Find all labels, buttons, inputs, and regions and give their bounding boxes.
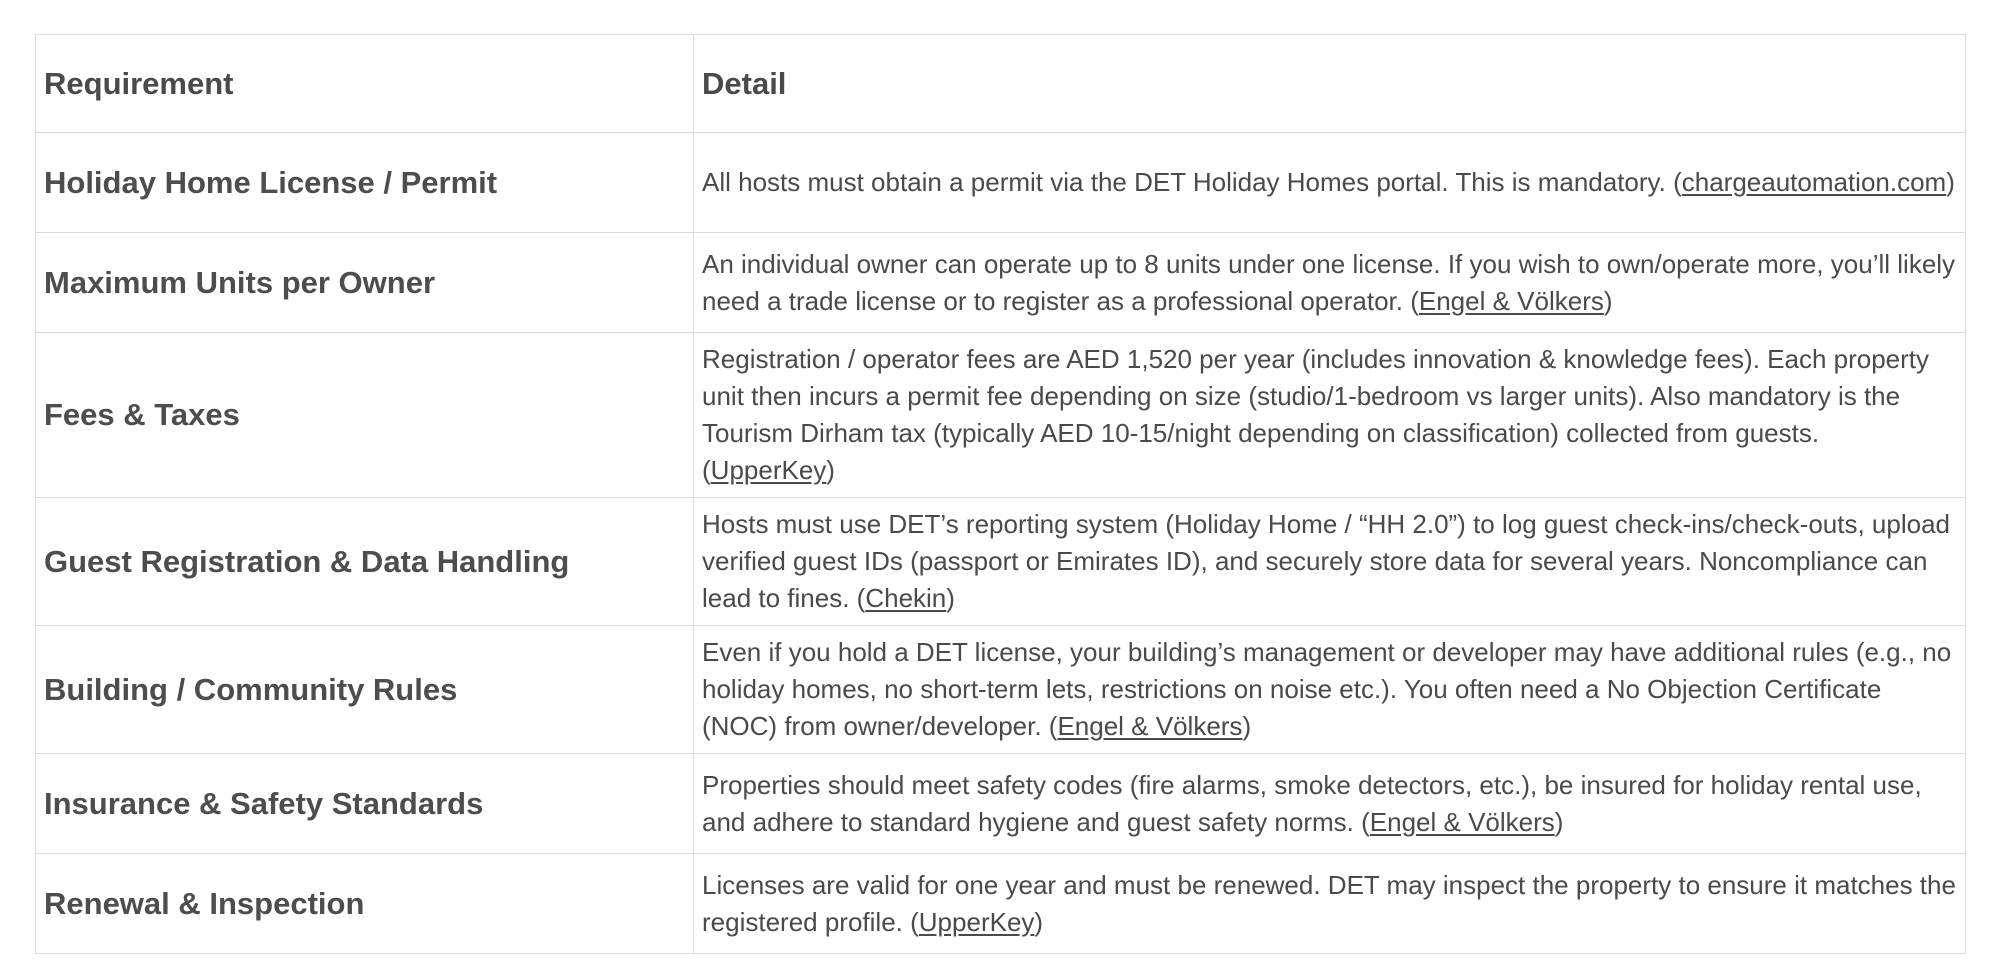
requirement-cell: Fees & Taxes: [36, 333, 694, 498]
requirements-table: [35, 34, 1966, 954]
detail-text: All hosts must obtain a permit via the DET Holiday Homes portal. This is mandatory.: [702, 167, 1666, 197]
source-link[interactable]: UpperKey: [918, 906, 1035, 937]
source-link[interactable]: UpperKey: [710, 455, 827, 485]
header-requirement: Requirement: [36, 35, 694, 133]
table-row: [36, 233, 1966, 333]
table-row: [36, 854, 1966, 954]
source-link[interactable]: Chekin: [865, 583, 947, 613]
table-row: [36, 754, 1966, 854]
requirement-cell: Maximum Units per Owner: [36, 233, 694, 333]
requirement-cell: Insurance & Safety Standards: [36, 754, 694, 854]
source-link[interactable]: Engel & Völkers: [1369, 806, 1555, 837]
requirement-cell: Building / Community Rules: [36, 626, 694, 754]
detail-text: Licenses are valid for one year and must be renewed. DET may inspect the property to ensure it matches the registered profile.: [702, 869, 1956, 937]
requirements-table-container: [35, 34, 1965, 954]
detail-cell: All hosts must obtain a permit via the DET Holiday Homes portal. This is mandatory. (chargeautomation.com): [694, 133, 1966, 233]
table-row: [36, 626, 1966, 754]
detail-text: Properties should meet safety codes (fire alarms, smoke detectors, etc.), be insured for holiday rental use, and adhere to standard hygiene and guest safety norms.: [702, 769, 1922, 837]
source-link[interactable]: chargeautomation.com: [1681, 167, 1947, 197]
source-link[interactable]: Engel & Völkers: [1057, 711, 1243, 741]
source-link[interactable]: Engel & Völkers: [1418, 285, 1604, 316]
detail-cell: Properties should meet safety codes (fire alarms, smoke detectors, etc.), be insured for holiday rental use, and adhere to standard hygiene and guest safety norms. (Engel & Völkers): [694, 754, 1966, 854]
requirement-cell: Guest Registration & Data Handling: [36, 498, 694, 626]
detail-text: Even if you hold a DET license, your building’s management or developer may have additional rules (e.g., no holiday homes, no short-term lets, restrictions on noise etc.). You often need a No Objection Certificate (NOC) from owner/developer.: [702, 637, 1952, 741]
detail-text: Registration / operator fees are AED 1,520 per year (includes innovation & knowledge fees). Each property unit then incurs a permit fee depending on size (studio/1-bedroom vs larger units). Also mandatory is the Tourism Dirham tax (typically AED 10-15/night depending on classification) collected from guests.: [702, 344, 1930, 448]
table-row: [36, 133, 1966, 233]
table-row: [36, 333, 1966, 498]
detail-cell: Registration / operator fees are AED 1,520 per year (includes innovation & knowledge fees). Each property unit then incurs a permit fee depending on size (studio/1-bedroom vs larger units). Also mandatory is the Tourism Dirham tax (typically AED 10-15/night depending on classification) collected from guests. (UpperKey): [694, 333, 1966, 498]
table-row: [36, 498, 1966, 626]
requirement-cell: Renewal & Inspection: [36, 854, 694, 954]
detail-cell: An individual owner can operate up to 8 units under one license. If you wish to own/operate more, you’ll likely need a trade license or to register as a professional operator. (Engel & Völkers): [694, 233, 1966, 333]
requirement-cell: Holiday Home License / Permit: [36, 133, 694, 233]
detail-cell: Hosts must use DET’s reporting system (Holiday Home / “HH 2.0”) to log guest check-ins/check-outs, upload verified guest IDs (passport or Emirates ID), and securely store data for several years. Noncompliance can lead to fines. (Chekin): [694, 498, 1966, 626]
header-detail: Detail: [694, 35, 1966, 133]
detail-text: An individual owner can operate up to 8 units under one license. If you wish to own/operate more, you’ll likely need a trade license or to register as a professional operator.: [702, 248, 1956, 316]
detail-cell: Even if you hold a DET license, your building’s management or developer may have additional rules (e.g., no holiday homes, no short-term lets, restrictions on noise etc.). You often need a No Objection Certificate (NOC) from owner/developer. (Engel & Völkers): [694, 626, 1966, 754]
detail-cell: Licenses are valid for one year and must be renewed. DET may inspect the property to ensure it matches the registered profile. (UpperKey): [694, 854, 1966, 954]
table-header-row: [36, 35, 1966, 133]
detail-text: Hosts must use DET’s reporting system (Holiday Home / “HH 2.0”) to log guest check-ins/check-outs, upload verified guest IDs (passport or Emirates ID), and securely store data for several years. Noncompliance can lead to fines.: [702, 509, 1950, 613]
